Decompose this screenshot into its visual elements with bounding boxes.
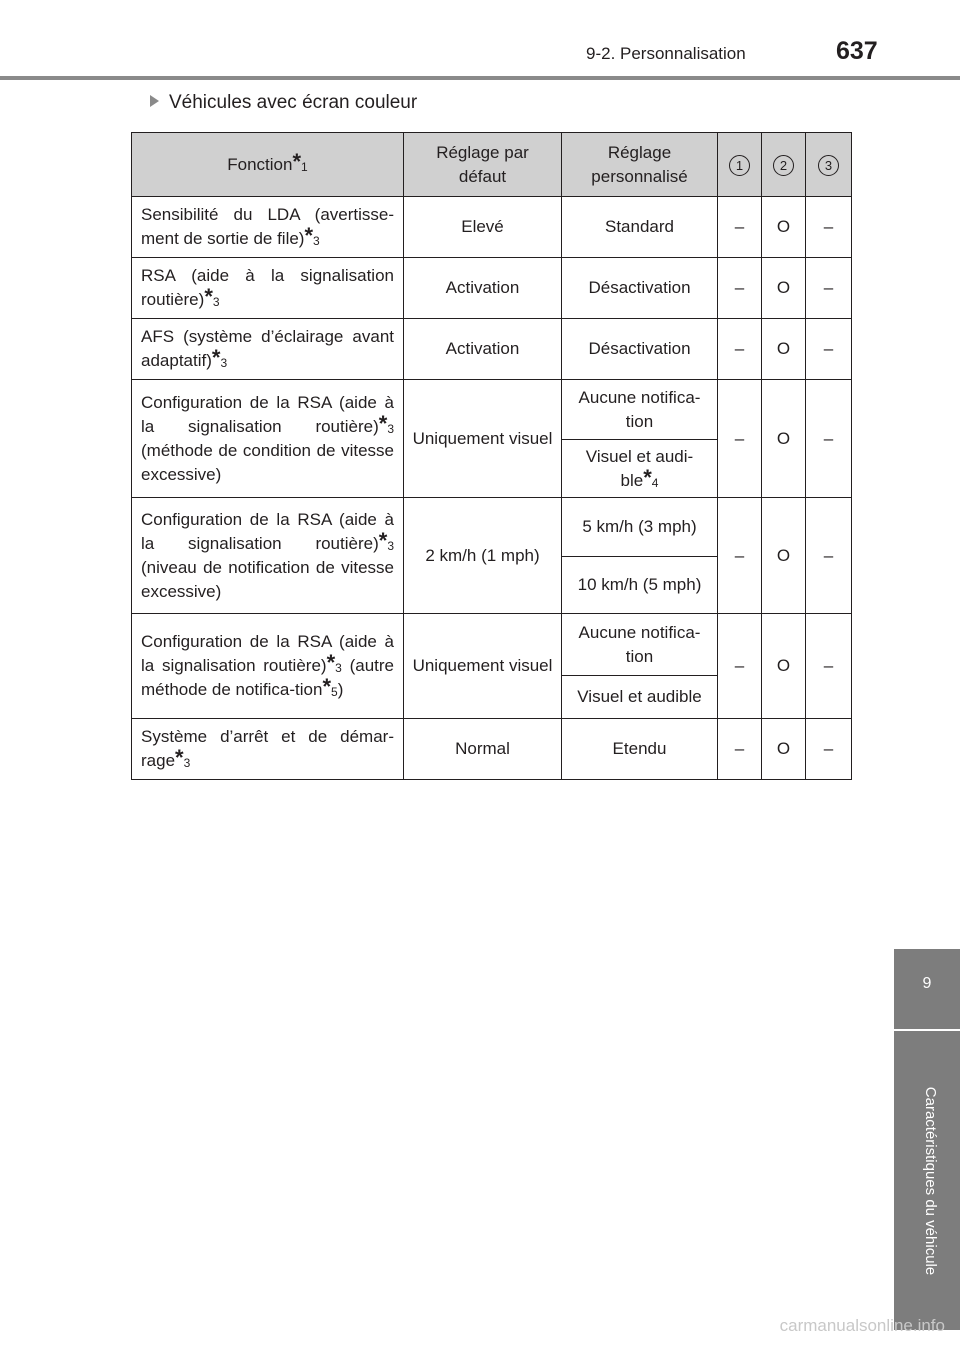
header-col-1 bbox=[718, 133, 762, 197]
col3-cell: – bbox=[806, 614, 852, 719]
settings-table bbox=[131, 132, 852, 780]
section-title-text: Véhicules avec écran couleur bbox=[169, 92, 418, 113]
function-cell: RSA (aide à la signalisation routière)*$^3$ bbox=[132, 258, 404, 319]
chapter-label-block bbox=[894, 1031, 960, 1330]
asterisk-icon: * bbox=[204, 284, 213, 309]
custom-cell: Visuel et audi-ble*$^4$ bbox=[562, 440, 718, 498]
circled-number-1: 1 bbox=[729, 155, 750, 176]
table-row bbox=[132, 319, 852, 380]
col2-cell: O bbox=[762, 319, 806, 380]
col1-cell: – bbox=[718, 719, 762, 780]
col2-cell: O bbox=[762, 498, 806, 614]
default-cell: Elevé bbox=[404, 197, 562, 258]
chapter-number-block bbox=[894, 949, 960, 1029]
triangle-bullet-icon bbox=[150, 95, 159, 107]
asterisk-icon: * bbox=[175, 745, 184, 770]
custom-cell: Désactivation bbox=[562, 319, 718, 380]
header-custom: Réglage personnalisé bbox=[562, 133, 718, 197]
col1-cell: – bbox=[718, 197, 762, 258]
header-section-title: 9-2. Personnalisation bbox=[586, 44, 746, 63]
table-header-row bbox=[132, 133, 852, 197]
default-cell: Normal bbox=[404, 719, 562, 780]
watermark: carmanualsonline.info bbox=[779, 1316, 945, 1335]
asterisk-icon: * bbox=[378, 527, 388, 553]
page-number: 637 bbox=[836, 37, 878, 65]
function-cell: Configuration de la RSA (aide à la signalisation routière)*$^3$ (autre méthode de notifica-tion*$^5$) bbox=[132, 614, 404, 719]
header-col-2 bbox=[762, 133, 806, 197]
function-cell: Sensibilité du LDA (avertisse-ment de sortie de file)*$^3$ bbox=[132, 197, 404, 258]
header-default: Réglage par défaut bbox=[404, 133, 562, 197]
table-row bbox=[132, 258, 852, 319]
custom-cell: 10 km/h (5 mph) bbox=[562, 557, 718, 614]
asterisk-icon: * bbox=[211, 345, 221, 370]
table-row bbox=[132, 614, 852, 676]
circled-number-2: 2 bbox=[773, 155, 794, 176]
col1-cell: – bbox=[718, 380, 762, 498]
col2-cell: O bbox=[762, 197, 806, 258]
col3-cell: – bbox=[806, 197, 852, 258]
table-row bbox=[132, 197, 852, 258]
function-cell: Configuration de la RSA (aide à la signalisation routière)*$^3$ (méthode de condition de vitesse excessive) bbox=[132, 380, 404, 498]
col3-cell: – bbox=[806, 319, 852, 380]
custom-cell: Aucune notifica-tion bbox=[562, 614, 718, 676]
asterisk-icon: * bbox=[326, 650, 336, 675]
col2-cell: O bbox=[762, 719, 806, 780]
header-divider bbox=[0, 76, 960, 80]
custom-cell: Etendu bbox=[562, 719, 718, 780]
custom-cell: Standard bbox=[562, 197, 718, 258]
col1-cell: – bbox=[718, 258, 762, 319]
asterisk-icon: * bbox=[378, 410, 388, 436]
function-cell: Système d’arrêt et de démar-rage*$^3$ bbox=[132, 719, 404, 780]
asterisk-icon: * bbox=[322, 674, 332, 699]
col1-cell: – bbox=[718, 319, 762, 380]
custom-cell: Désactivation bbox=[562, 258, 718, 319]
chapter-label: Caractéristiques du véhicule bbox=[922, 1086, 939, 1276]
chapter-number: 9 bbox=[922, 975, 932, 992]
custom-cell: Aucune notifica-tion bbox=[562, 380, 718, 440]
default-cell: 2 km/h (1 mph) bbox=[404, 498, 562, 614]
custom-cell: Visuel et audible bbox=[562, 676, 718, 719]
function-cell: AFS (système d’éclairage avant adaptatif)*$^3$ bbox=[132, 319, 404, 380]
col2-cell: O bbox=[762, 380, 806, 498]
function-cell: Configuration de la RSA (aide à la signalisation routière)*$^3$ (niveau de notification de vitesse excessive) bbox=[132, 498, 404, 614]
default-cell: Uniquement visuel bbox=[404, 614, 562, 719]
col2-cell: O bbox=[762, 614, 806, 719]
default-cell: Activation bbox=[404, 258, 562, 319]
table-row bbox=[132, 380, 852, 440]
col3-cell: – bbox=[806, 380, 852, 498]
default-cell: Uniquement visuel bbox=[404, 380, 562, 498]
circled-number-3: 3 bbox=[818, 155, 839, 176]
table-row bbox=[132, 498, 852, 557]
header-col-3 bbox=[806, 133, 852, 197]
default-cell: Activation bbox=[404, 319, 562, 380]
col1-cell: – bbox=[718, 498, 762, 614]
col3-cell: – bbox=[806, 498, 852, 614]
col3-cell: – bbox=[806, 719, 852, 780]
chapter-side-tab bbox=[894, 949, 960, 1330]
custom-cell: 5 km/h (3 mph) bbox=[562, 498, 718, 557]
col2-cell: O bbox=[762, 258, 806, 319]
section-title bbox=[150, 92, 650, 114]
asterisk-icon: * bbox=[643, 464, 652, 490]
header-function: Fonction*$^1$ bbox=[132, 133, 404, 197]
col1-cell: – bbox=[718, 614, 762, 719]
col3-cell: – bbox=[806, 258, 852, 319]
table-row bbox=[132, 719, 852, 780]
asterisk-icon: * bbox=[292, 148, 302, 174]
asterisk-icon: * bbox=[304, 223, 314, 248]
